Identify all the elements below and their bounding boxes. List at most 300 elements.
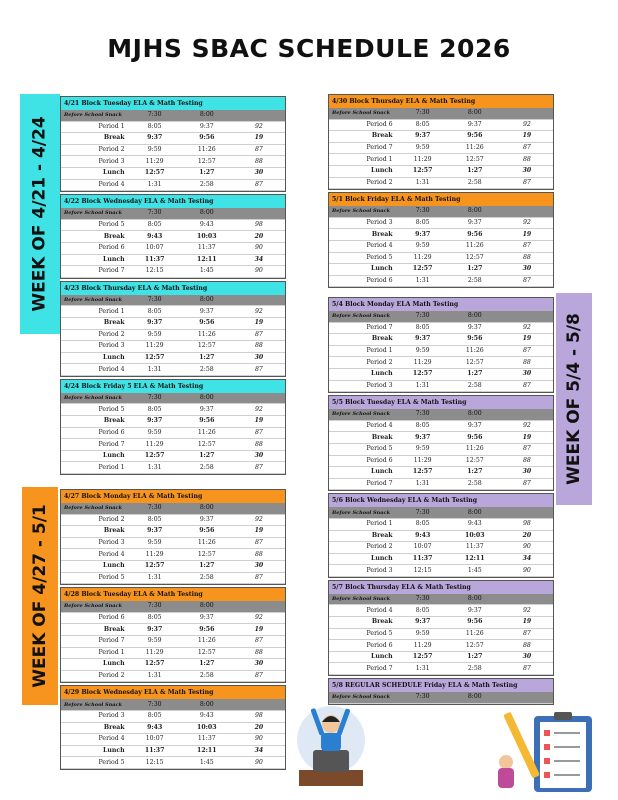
start-time: 1:31	[129, 179, 181, 191]
end-time: 2:58	[181, 572, 233, 584]
minutes: 19	[501, 334, 553, 346]
day-title: 4/27 Block Monday ELA & Math Testing	[61, 490, 285, 503]
schedule-table	[61, 110, 285, 191]
end-time: 1:27	[449, 467, 501, 479]
schedule-table	[61, 601, 285, 682]
start-time: 9:59	[397, 240, 449, 252]
table-row	[329, 455, 553, 467]
start-time: 11:37	[129, 254, 181, 266]
start-time: 11:29	[397, 357, 449, 369]
start-time: 9:59	[129, 329, 181, 341]
table-row	[61, 560, 285, 572]
table-row	[329, 131, 553, 143]
end-time: 12:57	[449, 154, 501, 166]
minutes: 87	[501, 142, 553, 154]
start-time: 11:29	[129, 439, 181, 451]
header-t2: 8:00	[449, 311, 501, 322]
start-time: 11:29	[397, 154, 449, 166]
table-row	[329, 154, 553, 166]
table-row	[61, 710, 285, 722]
table-row	[329, 617, 553, 629]
header-t2: 8:00	[449, 507, 501, 518]
week-banner-3	[556, 293, 592, 505]
end-time: 2:58	[181, 462, 233, 474]
header-blank	[501, 206, 553, 217]
start-time: 9:59	[129, 537, 181, 549]
start-time: 12:57	[129, 560, 181, 572]
minutes: 34	[233, 745, 285, 757]
end-time: 1:27	[181, 167, 233, 179]
start-time: 12:15	[129, 266, 181, 278]
minutes: 30	[233, 167, 285, 179]
period-name: Lunch	[61, 745, 129, 757]
start-time: 11:29	[129, 156, 181, 168]
before-school-row	[61, 295, 285, 306]
end-time: 9:37	[449, 420, 501, 432]
minutes: 88	[501, 640, 553, 652]
table-row	[329, 165, 553, 177]
header-t1: 7:30	[397, 108, 449, 119]
before-school-row	[329, 311, 553, 322]
schedule-table	[61, 699, 285, 769]
minutes: 90	[501, 542, 553, 554]
minutes: 87	[233, 329, 285, 341]
minutes: 88	[233, 647, 285, 659]
end-time: 9:56	[449, 617, 501, 629]
minutes: 98	[501, 518, 553, 530]
day-title: 4/30 Block Thursday ELA & Math Testing	[329, 95, 553, 108]
period-name: Period 6	[329, 119, 397, 131]
end-time: 12:57	[181, 647, 233, 659]
header-blank	[501, 692, 553, 703]
before-school-row	[329, 206, 553, 217]
start-time: 9:37	[397, 229, 449, 241]
schedule-column-week1	[60, 96, 286, 477]
day-title: 5/1 Block Friday ELA & Math Testing	[329, 193, 553, 206]
period-name: Period 6	[329, 640, 397, 652]
day-schedule-block	[60, 281, 286, 377]
table-row	[61, 647, 285, 659]
header-before: Before School Snack	[329, 594, 397, 605]
start-time: 8:05	[129, 404, 181, 416]
table-row	[61, 341, 285, 353]
period-name: Lunch	[61, 167, 129, 179]
period-name: Break	[329, 229, 397, 241]
minutes: 30	[501, 368, 553, 380]
period-name: Period 3	[61, 341, 129, 353]
header-t2: 8:00	[181, 699, 233, 710]
table-row	[329, 432, 553, 444]
table-row	[329, 368, 553, 380]
schedule-table	[329, 206, 553, 287]
period-name: Period 7	[61, 266, 129, 278]
before-school-row	[61, 110, 285, 121]
start-time: 12:57	[397, 651, 449, 663]
start-time: 11:29	[397, 640, 449, 652]
header-t1: 7:30	[397, 507, 449, 518]
day-schedule-block	[328, 395, 554, 491]
end-time: 2:58	[181, 670, 233, 682]
minutes: 92	[233, 514, 285, 526]
table-row	[329, 119, 553, 131]
start-time: 8:05	[129, 219, 181, 231]
period-name: Period 4	[61, 734, 129, 746]
minutes: 90	[233, 734, 285, 746]
end-time: 12:57	[449, 357, 501, 369]
period-name: Lunch	[61, 352, 129, 364]
period-name: Lunch	[329, 264, 397, 276]
minutes: 88	[233, 439, 285, 451]
period-name: Period 3	[329, 380, 397, 392]
table-row	[329, 542, 553, 554]
minutes: 30	[501, 467, 553, 479]
start-time: 8:05	[129, 710, 181, 722]
period-name: Period 7	[329, 478, 397, 490]
end-time: 1:27	[181, 659, 233, 671]
period-name: Period 4	[329, 420, 397, 432]
table-row	[61, 404, 285, 416]
day-schedule-block	[328, 297, 554, 393]
schedule-column-week3	[328, 297, 554, 707]
period-name: Period 4	[329, 240, 397, 252]
end-time: 9:37	[449, 217, 501, 229]
minutes: 87	[501, 628, 553, 640]
table-row	[61, 526, 285, 538]
period-name: Period 6	[61, 427, 129, 439]
minutes: 19	[233, 133, 285, 145]
period-name: Period 2	[329, 357, 397, 369]
end-time: 2:58	[181, 179, 233, 191]
day-title: 4/23 Block Thursday ELA & Math Testing	[61, 282, 285, 295]
start-time: 1:31	[129, 364, 181, 376]
end-time: 9:43	[181, 219, 233, 231]
day-title: 4/24 Block Friday 5 ELA & Math Testing	[61, 380, 285, 393]
period-name: Period 3	[61, 537, 129, 549]
schedule-table	[61, 295, 285, 376]
header-t1: 7:30	[129, 503, 181, 514]
period-name: Period 7	[61, 439, 129, 451]
minutes: 92	[233, 612, 285, 624]
end-time: 9:43	[449, 518, 501, 530]
header-before: Before School Snack	[329, 206, 397, 217]
start-time: 12:15	[129, 757, 181, 769]
start-time: 9:59	[397, 628, 449, 640]
table-row	[329, 177, 553, 189]
period-name: Break	[329, 334, 397, 346]
end-time: 1:27	[449, 264, 501, 276]
header-t1: 7:30	[129, 295, 181, 306]
table-row	[61, 537, 285, 549]
minutes: 19	[501, 432, 553, 444]
table-row	[61, 745, 285, 757]
minutes: 87	[501, 275, 553, 287]
end-time: 1:45	[449, 565, 501, 577]
schedule-table	[329, 311, 553, 392]
end-time: 2:58	[449, 478, 501, 490]
end-time: 11:26	[181, 144, 233, 156]
table-row	[61, 549, 285, 561]
minutes: 87	[233, 427, 285, 439]
table-row	[61, 450, 285, 462]
start-time: 12:57	[397, 467, 449, 479]
start-time: 11:29	[129, 647, 181, 659]
header-before: Before School Snack	[61, 699, 129, 710]
start-time: 9:59	[397, 142, 449, 154]
header-t2: 8:00	[449, 692, 501, 703]
end-time: 9:56	[181, 624, 233, 636]
table-row	[61, 219, 285, 231]
minutes: 87	[233, 179, 285, 191]
start-time: 10:07	[129, 734, 181, 746]
table-row	[61, 670, 285, 682]
minutes: 87	[233, 635, 285, 647]
start-time: 11:29	[129, 549, 181, 561]
day-title: 5/5 Block Tuesday ELA & Math Testing	[329, 396, 553, 409]
minutes: 19	[233, 416, 285, 428]
period-name: Period 1	[61, 647, 129, 659]
table-row	[329, 478, 553, 490]
period-name: Period 7	[329, 322, 397, 334]
start-time: 1:31	[397, 663, 449, 675]
period-name: Period 6	[61, 242, 129, 254]
minutes: 30	[501, 264, 553, 276]
schedule-table	[61, 208, 285, 278]
table-row	[61, 306, 285, 318]
day-schedule-block	[328, 192, 554, 288]
end-time: 9:56	[449, 334, 501, 346]
table-row	[329, 518, 553, 530]
header-blank	[501, 311, 553, 322]
start-time: 9:37	[397, 432, 449, 444]
end-time: 11:26	[181, 635, 233, 647]
table-row	[329, 663, 553, 675]
header-t2: 8:00	[181, 208, 233, 219]
header-t1: 7:30	[397, 409, 449, 420]
table-row	[61, 624, 285, 636]
header-t1: 7:30	[397, 311, 449, 322]
header-blank	[233, 601, 285, 612]
period-name: Period 2	[329, 542, 397, 554]
end-time: 10:03	[449, 530, 501, 542]
minutes: 88	[233, 549, 285, 561]
table-row	[329, 565, 553, 577]
start-time: 8:05	[129, 121, 181, 133]
start-time: 9:37	[397, 617, 449, 629]
header-before: Before School Snack	[61, 295, 129, 306]
start-time: 9:43	[397, 530, 449, 542]
table-row	[61, 364, 285, 376]
end-time: 10:03	[181, 231, 233, 243]
header-before: Before School Snack	[329, 409, 397, 420]
end-time: 1:27	[449, 165, 501, 177]
header-before: Before School Snack	[329, 507, 397, 518]
minutes: 20	[233, 722, 285, 734]
start-time: 12:57	[129, 659, 181, 671]
end-time: 9:56	[181, 526, 233, 538]
table-row	[61, 167, 285, 179]
start-time: 11:29	[397, 252, 449, 264]
end-time: 9:56	[449, 131, 501, 143]
end-time: 11:26	[449, 345, 501, 357]
period-name: Break	[61, 416, 129, 428]
end-time: 9:56	[449, 432, 501, 444]
end-time: 11:37	[181, 242, 233, 254]
start-time: 12:57	[397, 368, 449, 380]
minutes: 19	[233, 317, 285, 329]
minutes: 87	[233, 537, 285, 549]
end-time: 1:27	[181, 450, 233, 462]
start-time: 9:37	[129, 317, 181, 329]
before-school-row	[329, 108, 553, 119]
header-t2: 8:00	[449, 108, 501, 119]
end-time: 12:11	[181, 254, 233, 266]
period-name: Lunch	[329, 553, 397, 565]
day-title: 4/29 Block Wednesday ELA & Math Testing	[61, 686, 285, 699]
period-name: Period 6	[329, 455, 397, 467]
end-time: 11:37	[181, 734, 233, 746]
header-t2: 8:00	[449, 594, 501, 605]
table-row	[329, 467, 553, 479]
end-time: 9:56	[181, 416, 233, 428]
week-banner-label: WEEK OF 5/4 - 5/8	[564, 313, 584, 485]
table-row	[329, 240, 553, 252]
header-t1: 7:30	[129, 208, 181, 219]
minutes: 34	[501, 553, 553, 565]
day-title: 5/8 REGULAR SCHEDULE Friday ELA & Math Testing	[329, 679, 553, 692]
end-time: 2:58	[449, 275, 501, 287]
minutes: 87	[233, 364, 285, 376]
table-row	[61, 231, 285, 243]
minutes: 19	[501, 617, 553, 629]
period-name: Period 1	[61, 462, 129, 474]
minutes: 88	[501, 455, 553, 467]
table-row	[61, 462, 285, 474]
end-time: 12:57	[181, 341, 233, 353]
period-name: Period 4	[329, 605, 397, 617]
day-title: 5/6 Block Wednesday ELA & Math Testing	[329, 494, 553, 507]
minutes: 88	[501, 252, 553, 264]
minutes: 92	[501, 217, 553, 229]
schedule-table	[329, 594, 553, 675]
minutes: 19	[233, 624, 285, 636]
table-row	[61, 659, 285, 671]
minutes: 19	[233, 526, 285, 538]
day-schedule-block	[328, 94, 554, 190]
table-row	[329, 380, 553, 392]
period-name: Period 2	[61, 514, 129, 526]
header-t2: 8:00	[181, 110, 233, 121]
student-at-desk-illustration	[285, 700, 375, 790]
table-row	[329, 275, 553, 287]
header-blank	[501, 108, 553, 119]
table-row	[329, 357, 553, 369]
period-name: Period 3	[61, 710, 129, 722]
day-schedule-block	[328, 493, 554, 578]
start-time: 8:05	[129, 306, 181, 318]
day-schedule-block	[60, 194, 286, 279]
table-row	[61, 439, 285, 451]
period-name: Period 3	[329, 565, 397, 577]
period-name: Period 2	[61, 670, 129, 682]
start-time: 8:05	[397, 322, 449, 334]
minutes: 87	[501, 177, 553, 189]
end-time: 9:37	[181, 404, 233, 416]
end-time: 9:37	[181, 612, 233, 624]
period-name: Break	[329, 432, 397, 444]
table-row	[329, 229, 553, 241]
minutes: 88	[501, 154, 553, 166]
start-time: 9:37	[129, 624, 181, 636]
period-name: Lunch	[61, 659, 129, 671]
header-t2: 8:00	[449, 409, 501, 420]
minutes: 92	[501, 605, 553, 617]
start-time: 9:37	[397, 131, 449, 143]
end-time: 11:26	[181, 537, 233, 549]
header-t1: 7:30	[397, 206, 449, 217]
schedule-table	[61, 503, 285, 584]
before-school-row	[329, 507, 553, 518]
before-school-row	[61, 503, 285, 514]
header-blank	[233, 208, 285, 219]
minutes: 88	[233, 341, 285, 353]
table-row	[329, 640, 553, 652]
end-time: 12:57	[449, 252, 501, 264]
table-row	[329, 252, 553, 264]
before-school-row	[61, 601, 285, 612]
end-time: 9:56	[181, 317, 233, 329]
period-name: Period 5	[329, 443, 397, 455]
table-row	[329, 322, 553, 334]
start-time: 9:59	[129, 427, 181, 439]
minutes: 30	[233, 659, 285, 671]
minutes: 87	[501, 663, 553, 675]
day-schedule-block	[60, 685, 286, 770]
period-name: Period 2	[329, 177, 397, 189]
period-name: Break	[329, 530, 397, 542]
period-name: Period 5	[329, 252, 397, 264]
period-name: Period 4	[61, 364, 129, 376]
day-title: 5/4 Block Monday ELA Math Testing	[329, 298, 553, 311]
end-time: 9:37	[449, 119, 501, 131]
period-name: Period 7	[329, 142, 397, 154]
minutes: 92	[233, 306, 285, 318]
start-time: 9:37	[397, 334, 449, 346]
header-before: Before School Snack	[61, 208, 129, 219]
start-time: 1:31	[129, 462, 181, 474]
minutes: 20	[233, 231, 285, 243]
period-name: Period 7	[329, 663, 397, 675]
minutes: 19	[501, 131, 553, 143]
end-time: 9:37	[449, 605, 501, 617]
minutes: 92	[501, 322, 553, 334]
period-name: Break	[61, 722, 129, 734]
table-row	[329, 530, 553, 542]
table-row	[61, 734, 285, 746]
table-row	[329, 628, 553, 640]
start-time: 11:29	[129, 341, 181, 353]
start-time: 8:05	[397, 119, 449, 131]
start-time: 9:37	[129, 416, 181, 428]
minutes: 87	[501, 380, 553, 392]
end-time: 9:43	[181, 710, 233, 722]
end-time: 2:58	[449, 380, 501, 392]
period-name: Period 5	[61, 757, 129, 769]
week-banner-2	[22, 487, 58, 705]
table-row	[61, 266, 285, 278]
header-t2: 8:00	[181, 295, 233, 306]
period-name: Period 3	[61, 156, 129, 168]
table-row	[61, 757, 285, 769]
